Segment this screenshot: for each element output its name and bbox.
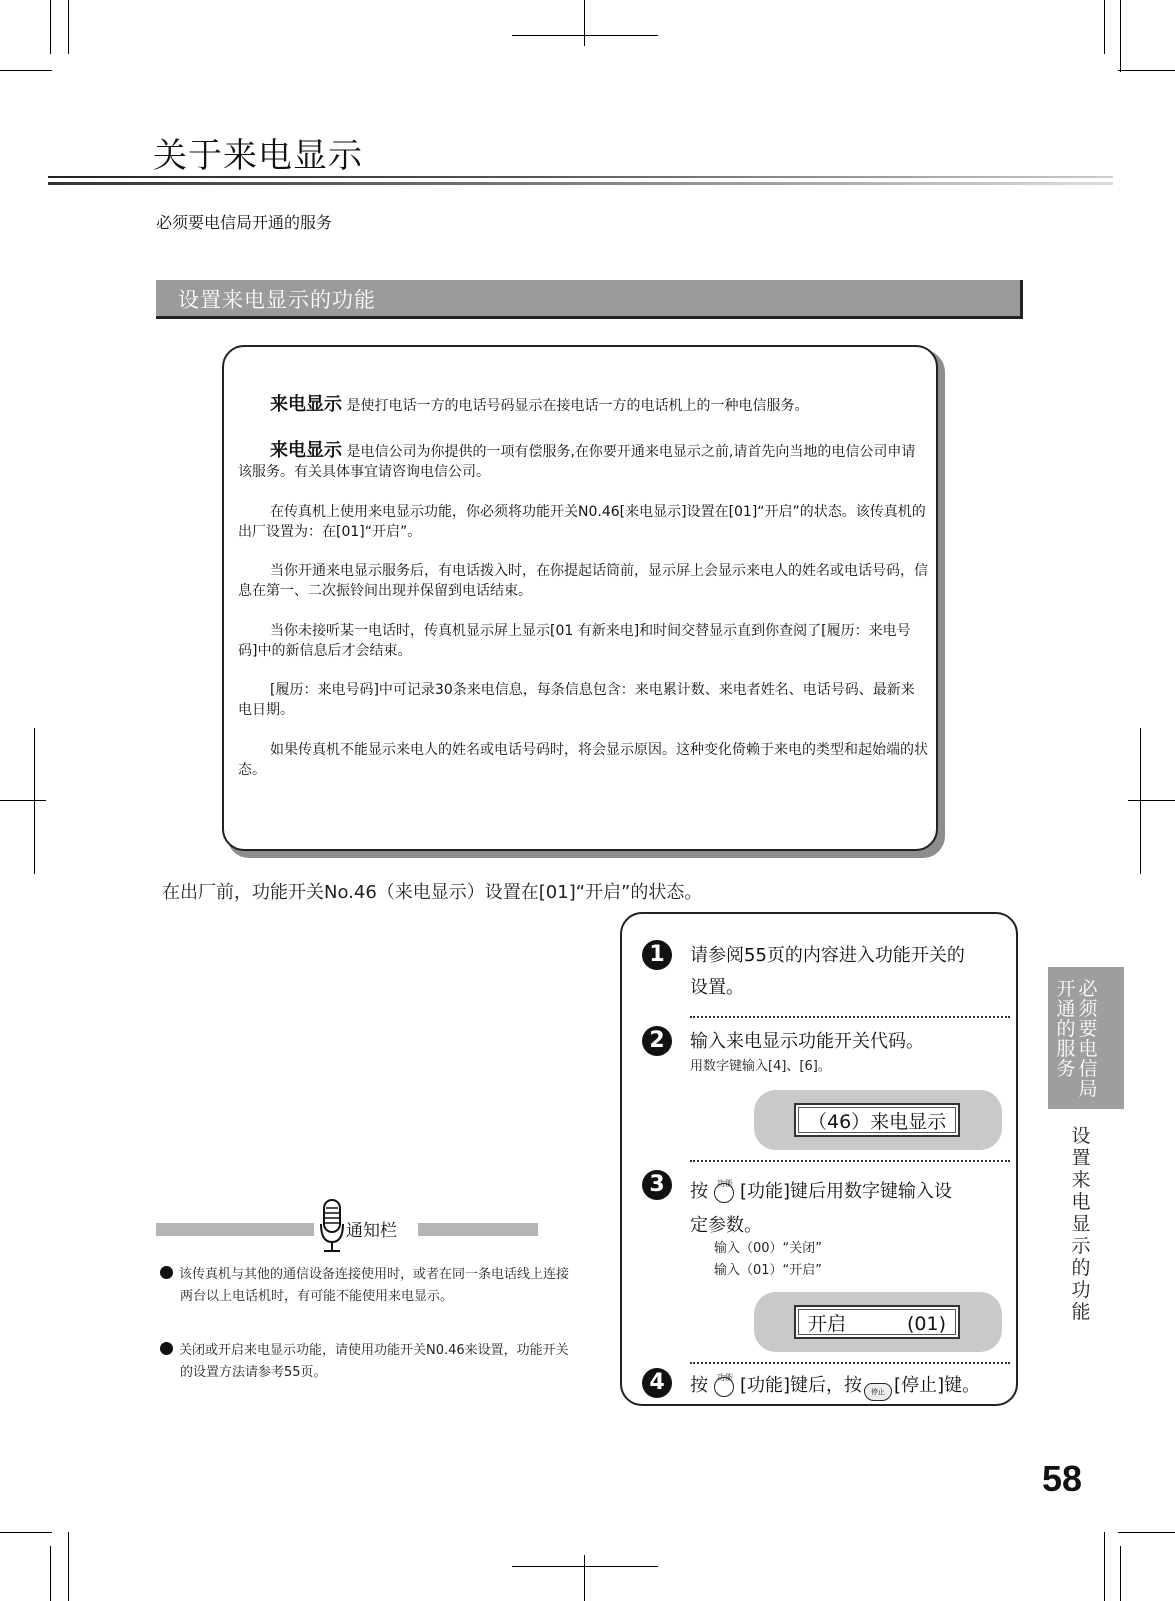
term-highlight: 来电显示 — [270, 440, 342, 461]
step-number: 4 — [642, 1368, 672, 1398]
info-paragraph: 来电显示 是电信公司为你提供的一项有偿服务,在你要开通来电显示之前,请首先向当地的电信公司申请该服务。有关具体事宜请咨询电信公司。 — [238, 440, 916, 480]
function-key-icon: 功能 — [714, 1183, 734, 1203]
microphone-icon — [318, 1198, 346, 1260]
chapter-tab — [1048, 967, 1124, 1109]
step-4-text: 按 功能 [功能]键后，按 停止 [停止]键。 — [690, 1370, 980, 1402]
chapter-tab-text: 必须要电信局 — [1078, 978, 1098, 1100]
step-number: 1 — [642, 940, 672, 970]
section-title: 设置来电显示的功能 — [178, 288, 376, 312]
bullet-icon — [160, 1266, 173, 1279]
stop-key-icon: 停止 — [864, 1383, 892, 1401]
step-divider — [690, 1016, 1010, 1018]
lcd-screen: （46）来电显示 — [794, 1103, 960, 1137]
page-number: 58 — [1042, 1458, 1083, 1499]
notice-title: 通知栏 — [346, 1221, 397, 1241]
info-paragraph: 当你开通来电显示服务后，有电话拨入时，在你提起话筒前，显示屏上会显示来电人的姓名或电话号码，信息在第一、二次振铃间出现并保留到电话结束。 — [238, 563, 928, 599]
title-rule — [48, 176, 1113, 178]
info-paragraph: 来电显示 是使打电话一方的电话号码显示在接电话一方的电话机上的一种电信服务。 — [270, 394, 809, 415]
notice-bullet: 该传真机与其他的通信设备连接使用时，或者在同一条电话线上连接两台以上电话机时，有可能不能使用来电显示。 — [160, 1264, 575, 1308]
notice-bar — [156, 1223, 314, 1236]
info-paragraph: [履历：来电号码]中可记录30条来电信息，每条信息包含：来电累计数、来电者姓名、电话号码、最新来电日期。 — [238, 682, 915, 718]
info-paragraph: 当你未接听某一电话时，传真机显示屏上显示[01 有新来电]和时间交替显示直到你查阅了[履历：来电号码]中的新信息后才会结束。 — [238, 623, 911, 659]
step-2-subtext: 用数字键输入[4]、[6]。 — [690, 1059, 831, 1074]
notice-bar — [418, 1223, 538, 1236]
term-highlight: 来电显示 — [270, 394, 342, 415]
step-1-text: 请参阅55页的内容进入功能开关的 — [690, 945, 965, 966]
subtitle: 必须要电信局开通的服务 — [156, 213, 333, 232]
display-panel — [754, 1292, 1002, 1352]
step-3-text: 定参数。 — [690, 1215, 762, 1236]
step-2-text: 输入来电显示功能开关代码。 — [690, 1031, 924, 1052]
step-3-option: 输入（01）“开启” — [714, 1263, 823, 1278]
lcd-screen: 开启 (01) — [794, 1305, 960, 1339]
step-divider — [690, 1160, 1010, 1162]
section-side-label: 设置来电显示的功能 — [1071, 1125, 1091, 1323]
info-paragraph: 在传真机上使用来电显示功能，你必须将功能开关N0.46[来电显示]设置在[01]“开启”的状态。该传真机的出厂设置为：在[01]“开启”。 — [238, 504, 926, 540]
notice-bullet: 关闭或开启来电显示功能，请使用功能开关N0.46来设置，功能开关的设置方法请参考55页。 — [160, 1340, 575, 1384]
chapter-tab-text: 开通的服务 — [1056, 978, 1076, 1080]
step-number: 2 — [642, 1026, 672, 1056]
step-1-text: 设置。 — [690, 977, 744, 998]
page-title: 关于来电显示 — [153, 136, 363, 176]
steps-box — [620, 912, 1018, 1406]
step-3-text: 按 功能 [功能]键后用数字键输入设 — [690, 1179, 953, 1202]
display-panel — [754, 1090, 1002, 1150]
info-paragraph: 如果传真机不能显示来电人的姓名或电话号码时，将会显示原因。这种变化倚赖于来电的类型和起始端的状态。 — [238, 742, 928, 778]
function-key-icon: 功能 — [714, 1377, 734, 1397]
step-3-option: 输入（00）“关闭” — [714, 1241, 823, 1256]
factory-setting-note: 在出厂前，功能开关No.46（来电显示）设置在[01]“开启”的状态。 — [162, 882, 703, 903]
bullet-icon — [160, 1342, 173, 1355]
info-box — [222, 345, 938, 851]
step-number: 3 — [642, 1170, 672, 1200]
section-header — [156, 280, 1023, 319]
step-divider — [690, 1362, 1010, 1364]
title-rule — [48, 182, 1113, 185]
